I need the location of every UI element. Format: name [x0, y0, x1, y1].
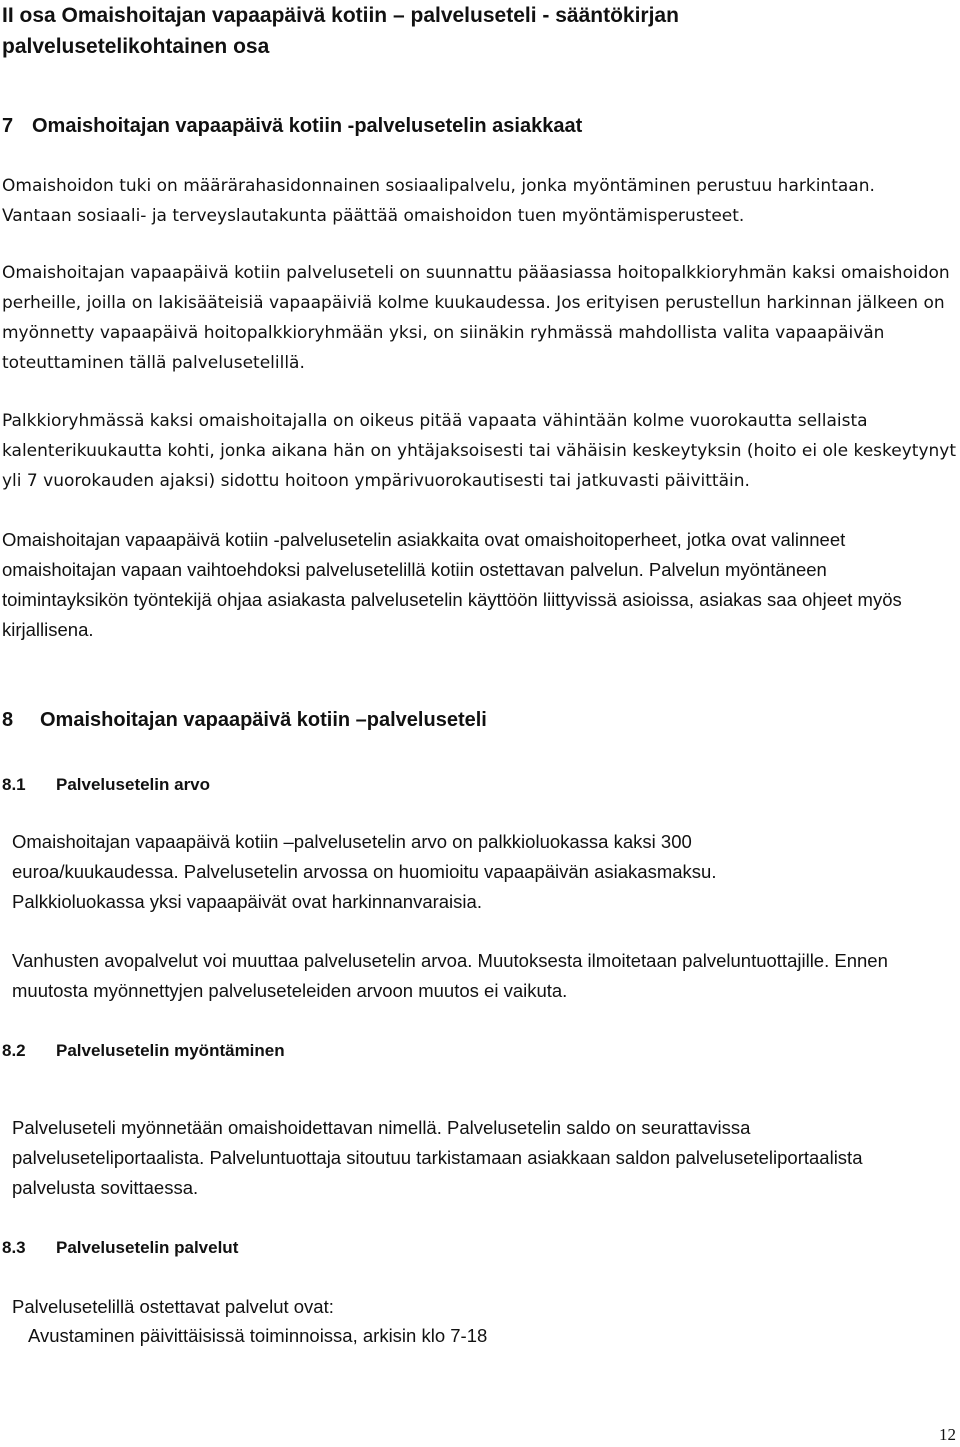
- section-number: 8.2: [2, 1041, 26, 1060]
- section-number: 8.3: [2, 1238, 26, 1257]
- section-number: 7: [2, 115, 14, 137]
- paragraph: Palvelusetelillä ostettavat palvelut ovat:: [12, 1296, 334, 1317]
- section-7-heading: [2, 112, 582, 140]
- section-title: Omaishoitajan vapaapäivä kotiin –palveluseteli: [40, 709, 487, 731]
- section-number: 8: [2, 709, 14, 731]
- section-title: Palvelusetelin myöntäminen: [56, 1041, 285, 1060]
- section-8-heading: [2, 706, 487, 734]
- paragraph: Vanhusten avopalvelut voi muuttaa palvelusetelin arvoa. Muutoksesta ilmoitetaan palveluntuottajille. Ennen muutosta myönnettyjen palveluseteleiden arvoon muutos ei vaikuta.: [12, 950, 888, 1001]
- paragraph: Palveluseteli myönnetään omaishoidettavan nimellä. Palvelusetelin saldo on seurattavissa palveluseteliportaalista. Palveluntuottaja sitoutuu tarkistamaan asiakkaan saldon palveluseteliportaalista palvelusta sovittaessa.: [12, 1117, 863, 1198]
- document-title: II osa Omaishoitajan vapaapäivä kotiin – palveluseteli - sääntökirjan palvelusetelikohtainen osa: [2, 4, 679, 58]
- list-item: Avustaminen päivittäisissä toiminnoissa, arkisin klo 7-18: [28, 1325, 488, 1346]
- section-title: Omaishoitajan vapaapäivä kotiin -palvelusetelin asiakkaat: [32, 115, 583, 137]
- page-number: 12: [939, 1425, 956, 1444]
- paragraph: Omaishoidon tuki on määrärahasidonnainen sosiaalipalvelu, jonka myöntäminen perustuu harkintaan. Vantaan sosiaali- ja terveyslautakunta päättää omaishoidon tuen myöntämisperusteet.: [2, 176, 875, 226]
- section-title: Palvelusetelin arvo: [56, 775, 211, 794]
- paragraph: Palkkioryhmässä kaksi omaishoitajalla on oikeus pitää vapaata vähintään kolme vuorokautta sellaista kalenterikuukautta kohti, jonka aikana hän on yhtäjaksoisesti tai vähäisin keskeytyksin (hoito ei ole keskeytynyt yli 7 vuorokauden ajaksi) sidottu hoitoon ympärivuorokautisesti tai jatkuvasti päivittäin.: [2, 411, 957, 491]
- section-title: Palvelusetelin palvelut: [56, 1238, 239, 1257]
- paragraph: Omaishoitajan vapaapäivä kotiin -palvelusetelin asiakkaita ovat omaishoitoperheet, jotka ovat valinneet omaishoitajan vapaan vaihtoehdoksi palvelusetelillä kotiin ostettavan palvelun. Palvelun myöntäneen toimintayksikön työntekijä ohjaa asiakasta palvelusetelin käyttöön liittyvissä asioissa, asiakas saa ohjeet myös kirjallisena.: [2, 529, 902, 640]
- section-number: 8.1: [2, 775, 26, 794]
- paragraph: Omaishoitajan vapaapäivä kotiin –palvelusetelin arvo on palkkioluokassa kaksi 300 euroa/kuukaudessa. Palvelusetelin arvossa on huomioitu vapaapäivän asiakasmaksu. Palkkioluokassa yksi vapaapäivät ovat harkinnanvaraisia.: [12, 831, 717, 912]
- section-8-3-heading: [2, 1236, 238, 1260]
- section-8-2-heading: [2, 1039, 285, 1063]
- paragraph: Omaishoitajan vapaapäivä kotiin palveluseteli on suunnattu pääasiassa hoitopalkkioryhmän kaksi omaishoidon perheille, joilla on lakisääteisiä vapaapäiviä kolme kuukaudessa. Jos erityisen perustellun harkinnan jälkeen on myönnetty vapaapäivä hoitopalkkioryhmään yksi, on siinäkin ryhmässä mahdollista valita vapaapäivän toteuttaminen tällä palvelusetelillä.: [2, 263, 950, 373]
- section-8-1-heading: [2, 773, 210, 797]
